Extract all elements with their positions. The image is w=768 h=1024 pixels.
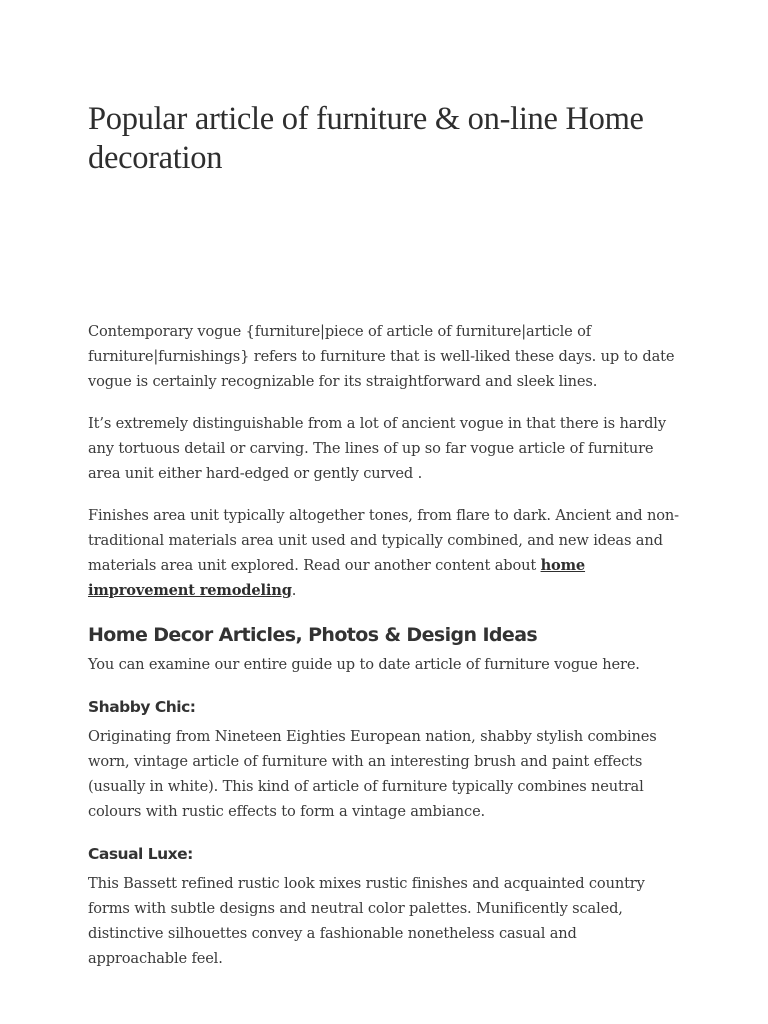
shabby-chic-text: Originating from Nineteen Eighties European nation, shabby stylish combines worn, vintage article of furniture with an interesting brush and paint effects (usually in white). This kind of article of furniture typically combines neutral colours with rustic effects to form a vintage ambiance. <box>88 728 657 820</box>
article-body <box>88 319 680 988</box>
section-intro: You can examine our entire guide up to date article of furniture vogue here. <box>88 656 640 673</box>
home-improvement-link[interactable]: home improvement remodeling <box>88 557 586 599</box>
paragraph-intro: Contemporary vogue {furniture|piece of article of furniture|article of furniture|furnishings} refers to furniture that is well-liked these days. up to date vogue is certainly recognizable for its straightforward and sleek lines. <box>88 323 675 390</box>
casual-luxe-heading: Casual Luxe: <box>88 845 193 863</box>
paragraph-finishes <box>88 503 680 603</box>
article-title: Popular article of furniture & on-line Home decoration <box>88 101 644 176</box>
paragraph-finishes-text: Finishes area unit typically altogether tones, from flare to dark. Ancient and non-traditional materials area unit used and typically combined, and new ideas and materials area unit explored. Read our another content about <box>88 507 679 574</box>
paragraph-distinguishable: It’s extremely distinguishable from a lot of ancient vogue in that there is hardly any tortuous detail or carving. The lines of up so far vogue article of furniture area unit either hard-edged or gently curved . <box>88 415 666 482</box>
paragraph-finishes-end: . <box>291 582 297 599</box>
casual-luxe-text: This Bassett refined rustic look mixes rustic finishes and acquainted country forms with subtle designs and neutral color palettes. Munificently scaled, distinctive silhouettes convey a fashionable nonetheless casual and approachable feel. <box>88 875 645 967</box>
shabby-chic-heading: Shabby Chic: <box>88 698 196 716</box>
section-heading: Home Decor Articles, Photos & Design Ideas <box>88 624 538 646</box>
